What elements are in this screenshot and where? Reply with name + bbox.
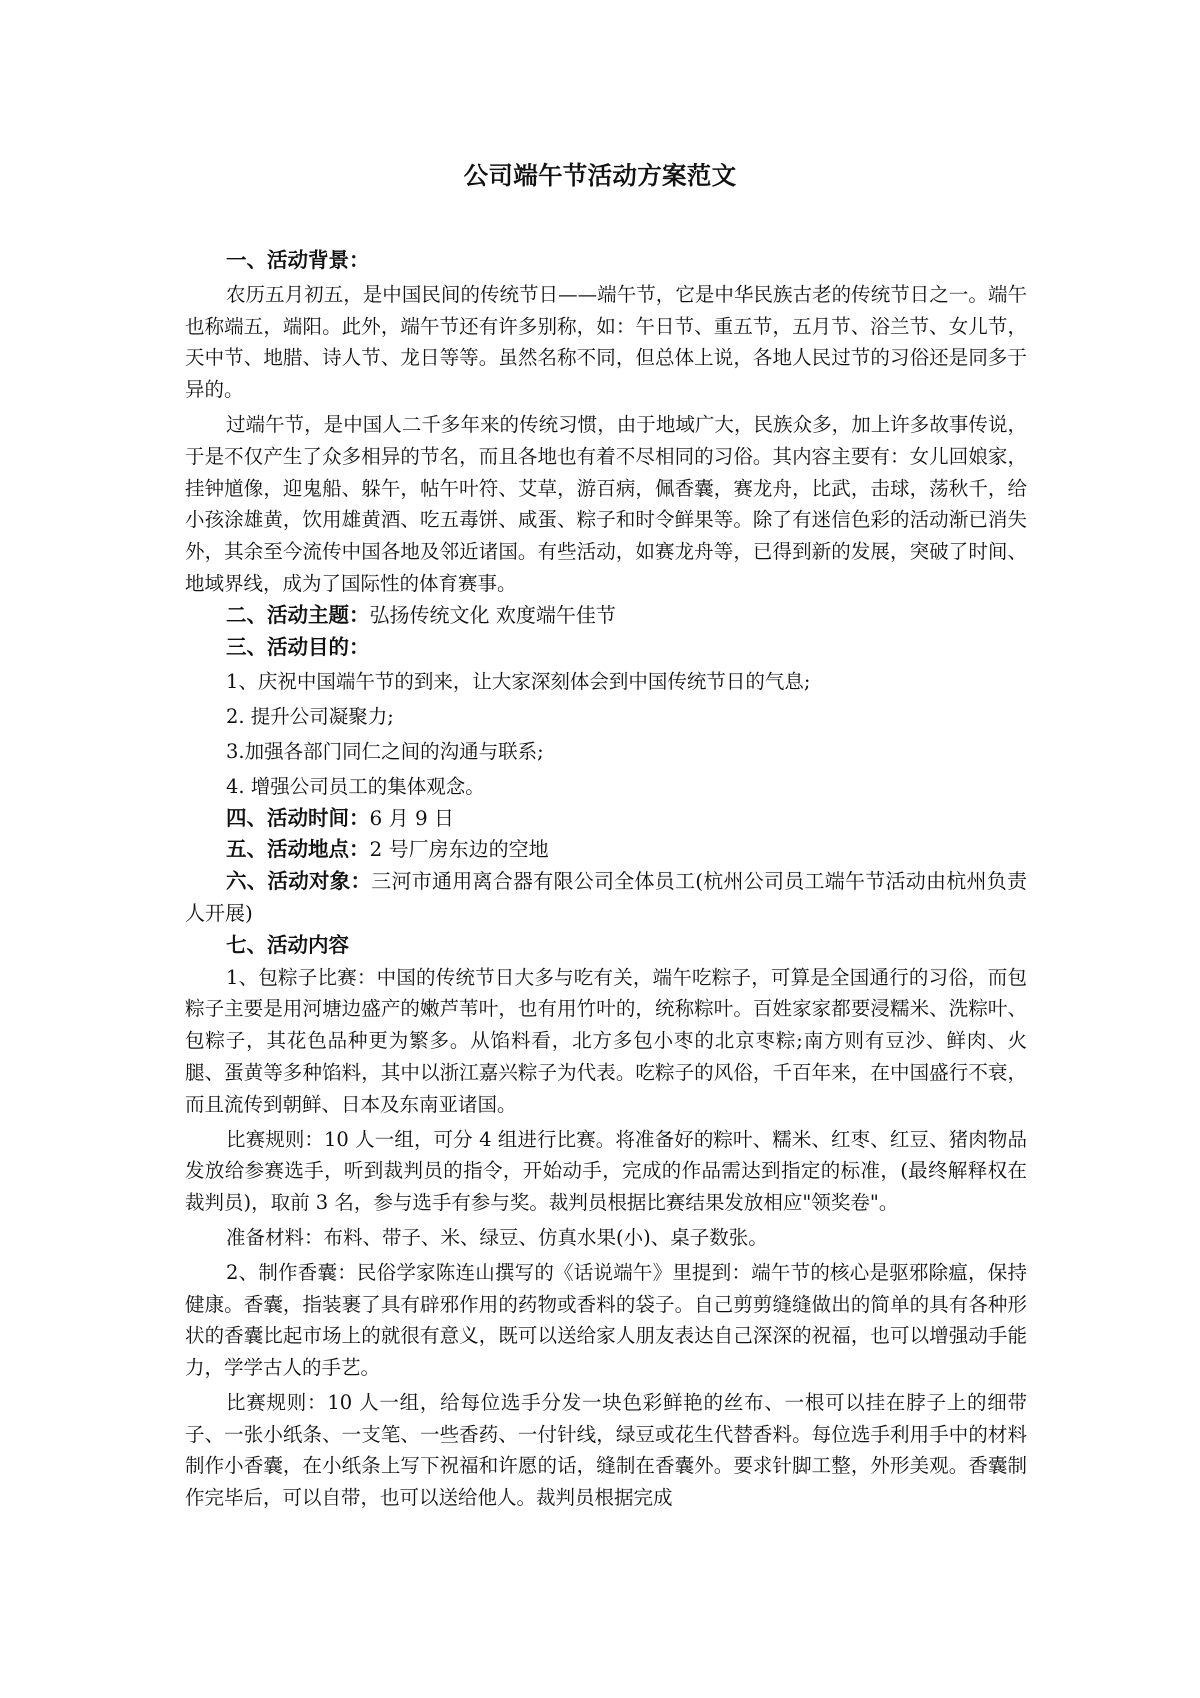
section-location [185,834,1027,866]
rules-paragraph-1: 比赛规则：10 人一组，可分 4 组进行比赛。将准备好的粽叶、糯米、红枣、红豆、猪肉物品发放给参赛选手，听到裁判员的指令，开始动手，完成的作品需达到指定的标准，(最终解释权在裁判员)，取前 3 名，参与选手有参与奖。裁判员根据比赛结果发放相应"领奖卷"。 [185,1127,1027,1215]
section-5-text: 2 号厂房东边的空地 [369,837,549,862]
section-participants [185,866,1027,930]
section-3-heading: 三、活动目的： [226,634,370,659]
purpose-item-4: 4. 增强公司员工的集体观念。 [226,774,485,798]
section-purpose [185,632,1027,664]
section-1-heading: 一、活动背景： [226,248,370,272]
paragraph-background-1: 农历五月初五，是中国民间的传统节日——端午节，它是中华民族古老的传统节日之一。端午也称端五，端阳。此外，端午节还有许多别称，如：午日节、重五节，五月节、浴兰节、女儿节，天中节、地腊、诗人节、龙日等等。虽然名称不同，但总体上说，各地人民过节的习俗还是同多于异的。 [185,282,1027,402]
section-theme [185,600,1027,632]
section-6-text: 三河市通用离合器有限公司全体员工(杭州公司员工端午节活动由杭州负责人开展) [185,869,1028,925]
section-2-text: 弘扬传统文化 欢度端午佳节 [369,602,616,627]
section-content [185,930,1027,962]
section-4-heading: 四、活动时间： [226,805,370,830]
purpose-item-2: 2. 提升公司凝聚力; [226,705,394,729]
section-heading-background [185,245,1027,277]
purpose-item-1: 1、庆祝中国端午节的到来，让大家深刻体会到中国传统节日的气息; [226,670,811,694]
content-item-2: 2、制作香囊：民俗学家陈连山撰写的《话说端午》里提到：端午节的核心是驱邪除瘟，保持健康。香囊，指装裹了具有辟邪作用的药物或香料的袋子。自己剪剪缝缝做出的简单的具有各种形状的香囊比起市场上的就很有意义，既可以送给家人朋友表达自己深深的祝福，也可以增强动手能力，学学古人的手艺。 [185,1260,1027,1380]
section-6-heading: 六、活动对象： [226,869,372,894]
section-7-heading: 七、活动内容 [226,932,349,957]
paragraph-background-2: 过端午节，是中国人二千多年来的传统习惯，由于地域广大，民族众多，加上许多故事传说，于是不仅产生了众多相异的节名，而且各地也有着不尽相同的习俗。其内容主要有：女儿回娘家，挂钟馗像，迎鬼船、躲午，帖午叶符、艾草，游百病，佩香囊，赛龙舟，比武，击球，荡秋千，给小孩涂雄黄，饮用雄黄酒、吃五毒饼、咸蛋、粽子和时令鲜果等。除了有迷信色彩的活动渐已消失外，其余至今流传中国各地及邻近诸国。有些活动，如赛龙舟等，已得到新的发展，突破了时间、地域界线，成为了国际性的体育赛事。 [185,412,1027,595]
document-title: 公司端午节活动方案范文 [463,161,737,190]
document-body [185,245,1027,1514]
rules-paragraph-2: 比赛规则：10 人一组，给每位选手分发一块色彩鲜艳的丝布、一根可以挂在脖子上的细带子、一张小纸条、一支笔、一些香药、一付针线，绿豆或花生代替香料。每位选手利用手中的材料制作小香囊，在小纸条上写下祝福和许愿的话，缝制在香囊外。要求针脚工整，外形美观。香囊制作完毕后，可以自带，也可以送给他人。裁判员根据完成 [185,1390,1027,1510]
section-5-heading: 五、活动地点： [226,837,370,862]
content-item-1: 1、包粽子比赛：中国的传统节日大多与吃有关，端午吃粽子，可算是全国通行的习俗，而包粽子主要是用河塘边盛产的嫩芦苇叶，也有用竹叶的，统称粽叶。百姓家家都要浸糯米、洗粽叶、包粽子，其花色品种更为繁多。从馅料看，北方多包小枣的北京枣粽;南方则有豆沙、鲜肉、火腿、蛋黄等多种馅料，其中以浙江嘉兴粽子为代表。吃粽子的风俗，千百年来，在中国盛行不衰，而且流传到朝鲜、日本及东南亚诸国。 [185,965,1027,1116]
section-4-text: 6 月 9 日 [369,805,455,830]
materials-paragraph: 准备材料：布料、带子、米、绿豆、仿真水果(小)、桌子数张。 [226,1225,768,1249]
section-2-heading: 二、活动主题： [226,602,370,627]
section-time [185,803,1027,835]
purpose-item-3: 3.加强各部门同仁之间的沟通与联系; [226,739,544,763]
